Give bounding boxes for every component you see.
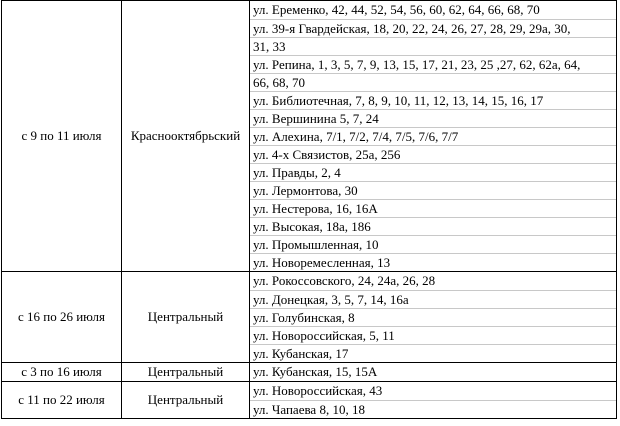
period-cell: с 11 по 22 июля [2,382,122,419]
table-row [2,363,617,382]
street-line: ул. Кубанская, 15, 15А [253,364,378,379]
schedule-table [1,0,617,419]
street-line: ул. Высокая, 18а, 186 [250,217,616,235]
street-line: ул. Правды, 2, 4 [250,163,616,181]
street-line: ул. 39-я Гвардейская, 18, 20, 22, 24, 26, 27, 28, 29, 29а, 30, [250,19,616,37]
street-line: ул. Рокоссовского, 24, 24а, 26, 28 [253,273,436,288]
street-line: ул. Новоремесленная, 13 [250,253,616,271]
district-cell: Центральный [122,272,250,363]
street-line: ул. Чапаева 8, 10, 18 [250,400,616,418]
district-cell: Центральный [122,363,250,382]
street-line: ул. Новороссийская, 43 [253,383,383,398]
street-line: ул. Донецкая, 3, 5, 7, 14, 16а [250,290,616,308]
district-cell: Краснооктябрьский [122,1,250,272]
street-line: ул. Кубанская, 17 [250,344,616,362]
street-line: ул. Нестерова, 16, 16А [250,199,616,217]
schedule-table-body [2,1,617,419]
street-line: ул. Репина, 1, 3, 5, 7, 9, 13, 15, 17, 21, 23, 25 ,27, 62, 62а, 64, [250,55,616,73]
street-line: ул. Промышленная, 10 [250,235,616,253]
streets-cell [250,272,617,363]
table-row [2,272,617,363]
street-line: ул. Еременко, 42, 44, 52, 54, 56, 60, 62, 64, 66, 68, 70 [253,2,540,17]
street-line: 66, 68, 70 [250,73,616,91]
streets-cell [250,363,617,382]
table-row [2,1,617,272]
street-line: ул. Библиотечная, 7, 8, 9, 10, 11, 12, 13, 14, 15, 16, 17 [250,91,616,109]
streets-cell [250,1,617,272]
street-line: ул. Вершинина 5, 7, 24 [250,109,616,127]
period-cell: с 16 по 26 июля [2,272,122,363]
period-cell: с 9 по 11 июля [2,1,122,272]
streets-cell [250,382,617,419]
table-row [2,382,617,419]
street-line: ул. 4-х Связистов, 25а, 256 [250,145,616,163]
district-cell: Центральный [122,382,250,419]
street-line: ул. Голубинская, 8 [250,308,616,326]
street-line: ул. Алехина, 7/1, 7/2, 7/4, 7/5, 7/6, 7/7 [250,127,616,145]
period-cell: с 3 по 16 июля [2,363,122,382]
street-line: 31, 33 [250,37,616,55]
street-line: ул. Лермонтова, 30 [250,181,616,199]
street-line: ул. Новороссийская, 5, 11 [250,326,616,344]
